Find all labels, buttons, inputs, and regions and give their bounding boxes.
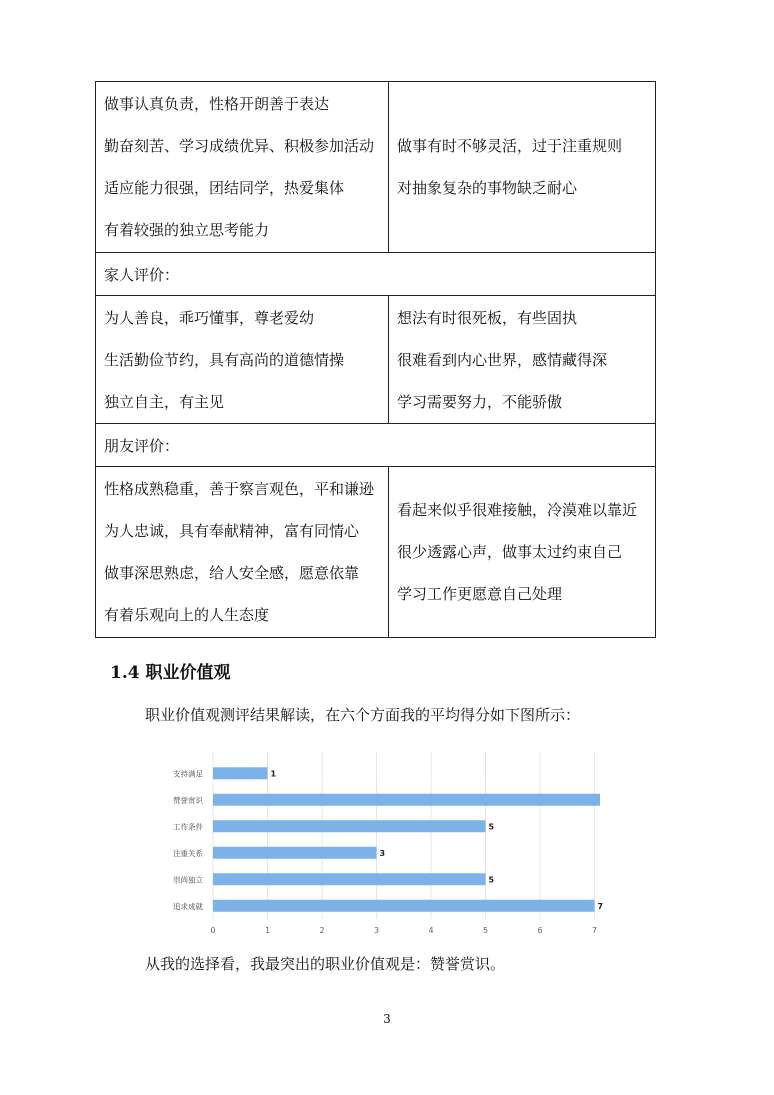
section-heading: 1.4 职业价值观 (110, 663, 231, 683)
y-category-label: 支持满足 (173, 769, 203, 779)
y-category-label: 追求成就 (173, 901, 203, 911)
friend-positive-line: 做事深思熟虑，给人安全感，愿意依靠 (104, 564, 360, 582)
friend-negative-line: 看起来似乎很难接触，冷漠难以靠近 (397, 501, 638, 519)
family-negative-line: 学习需要努力，不能骄傲 (397, 392, 563, 411)
family-positive-cell (96, 296, 389, 424)
x-tick-label: 3 (373, 926, 380, 935)
self-positive-line: 适应能力很强，团结同学，热爱集体 (104, 179, 345, 197)
self-positive-cell (96, 82, 389, 253)
x-tick-label: 0 (210, 926, 216, 935)
intro-paragraph: 职业价值观测评结果解读，在六个方面我的平均得分如下图所示： (145, 706, 581, 724)
x-tick-label: 2 (319, 926, 325, 935)
friend-positive-line: 性格成熟稳重，善于察言观色，平和谦逊 (104, 480, 375, 498)
friend-positive-line: 为人忠诚，具有奉献精神，富有同情心 (104, 522, 360, 540)
friend-eval-row (96, 467, 656, 638)
y-category-label: 工作条件 (173, 822, 203, 832)
bar (213, 767, 268, 779)
self-positive-line: 有着较强的独立思考能力 (104, 221, 270, 239)
values-bar-chart (160, 745, 610, 935)
bar (213, 794, 600, 806)
family-positive-line: 为人善良，乖巧懂事，尊老爱幼 (104, 308, 315, 327)
self-negative-line: 做事有时不够灵活，过于注重规则 (397, 137, 623, 155)
conclusion-paragraph: 从我的选择看，我最突出的职业价值观是：赞誉赏识。 (145, 955, 506, 973)
self-negative-cell (389, 82, 656, 253)
friend-header-row (96, 424, 656, 467)
family-negative-line: 很难看到内心世界，感情藏得深 (397, 350, 608, 369)
family-negative-cell (389, 296, 656, 424)
self-negative-line: 对抽象复杂的事物缺乏耐心 (397, 179, 578, 197)
bar-value-label: 3 (379, 848, 386, 858)
bar-value-label: 1 (270, 769, 277, 779)
bar-value-label: 5 (488, 822, 495, 832)
bar-value-label: 7 (597, 901, 604, 911)
family-eval-row (96, 296, 656, 424)
friend-negative-cell (389, 467, 656, 638)
y-category-label: 注重关系 (173, 848, 203, 858)
bar (213, 873, 486, 885)
family-header: 家人评价： (96, 253, 656, 296)
self-eval-row (96, 82, 656, 253)
x-tick-label: 1 (264, 926, 271, 935)
bar (213, 847, 377, 859)
family-header-row (96, 253, 656, 296)
bar (213, 820, 486, 832)
page-number: 3 (383, 1012, 391, 1026)
x-tick-label: 6 (537, 926, 543, 935)
x-tick-label: 4 (428, 926, 434, 935)
friend-positive-cell (96, 467, 389, 638)
evaluation-table (95, 81, 656, 638)
bar-value-label: 5 (488, 875, 495, 885)
family-positive-line: 生活勤俭节约，具有高尚的道德情操 (104, 350, 345, 369)
friend-positive-line: 有着乐观向上的人生态度 (104, 606, 270, 624)
y-category-label: 赞誉赏识 (173, 795, 203, 805)
family-positive-line: 独立自主，有主见 (104, 392, 225, 411)
x-tick-label: 5 (482, 926, 489, 935)
friend-header: 朋友评价： (96, 424, 656, 467)
x-tick-label: 7 (592, 926, 598, 935)
bar (213, 900, 595, 912)
friend-negative-line: 很少透露心声，做事太过约束自己 (397, 543, 623, 561)
self-positive-line: 勤奋刻苦、学习成绩优异、积极参加活动 (104, 137, 375, 155)
friend-negative-line: 学习工作更愿意自己处理 (397, 585, 563, 603)
self-positive-line: 做事认真负责，性格开朗善于表达 (104, 95, 330, 113)
y-category-label: 崇尚独立 (173, 875, 203, 885)
family-negative-line: 想法有时很死板，有些固执 (397, 308, 578, 327)
